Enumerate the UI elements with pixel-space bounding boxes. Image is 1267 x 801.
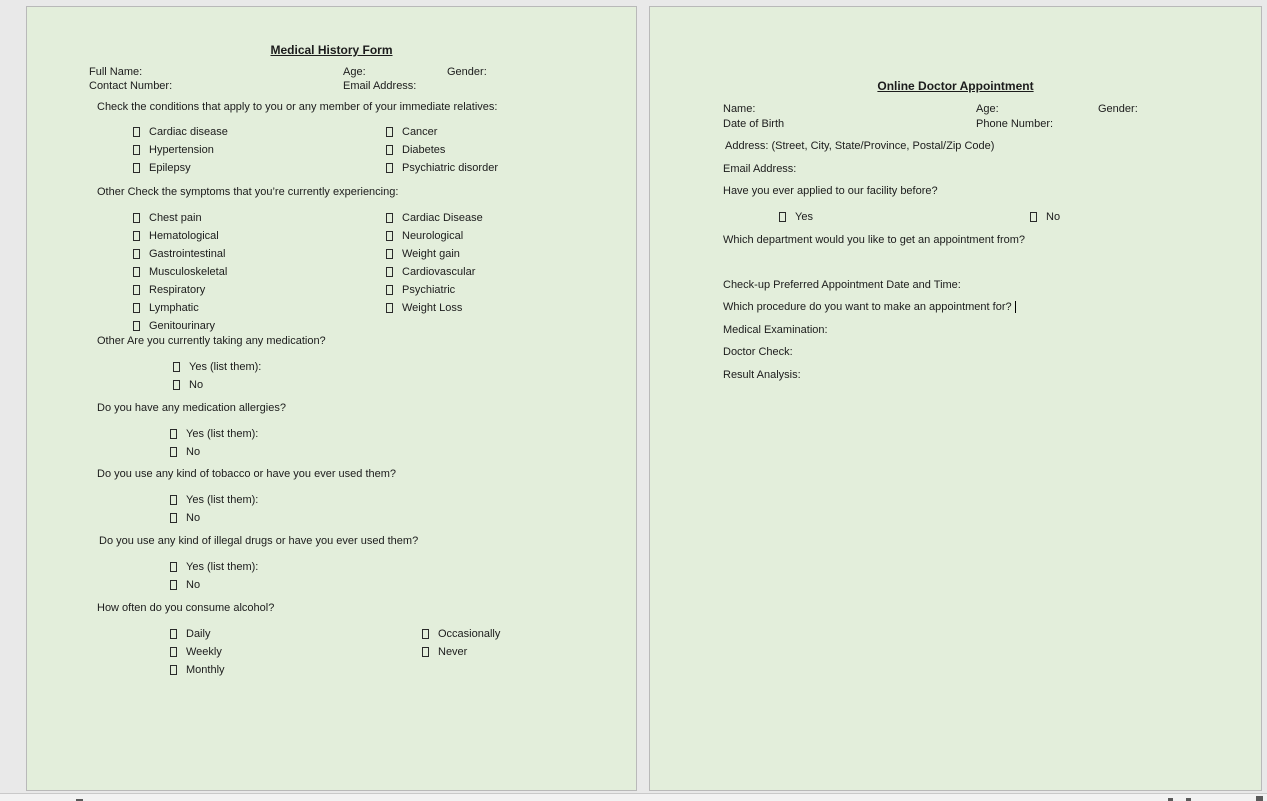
gender-label: Gender: bbox=[447, 66, 487, 78]
symptoms-prompt: Other Check the symptoms that you’re currently experiencing: bbox=[97, 186, 399, 198]
checkbox-icon[interactable] bbox=[170, 447, 177, 457]
age-label: Age: bbox=[976, 103, 999, 115]
checkbox-icon[interactable] bbox=[173, 362, 180, 372]
checkbox-label: Weekly bbox=[186, 646, 222, 658]
checkbox-label: Chest pain bbox=[149, 212, 202, 224]
checkbox-label: Yes (list them): bbox=[186, 561, 259, 573]
symptom-option[interactable] bbox=[386, 283, 455, 297]
checkbox-icon[interactable] bbox=[170, 429, 177, 439]
symptom-option[interactable] bbox=[133, 247, 225, 261]
checkbox-label: No bbox=[186, 579, 201, 591]
conditions-prompt: Check the conditions that apply to you or any member of your immediate relatives: bbox=[97, 101, 498, 113]
alcohol-option[interactable] bbox=[170, 627, 210, 641]
alcohol-option[interactable] bbox=[170, 645, 222, 659]
doctor-check-label: Doctor Check: bbox=[723, 346, 793, 358]
symptom-option[interactable] bbox=[386, 247, 460, 261]
checkbox-label: Yes (list them): bbox=[186, 428, 259, 440]
symptom-option[interactable] bbox=[386, 301, 462, 315]
checkbox-icon[interactable] bbox=[170, 562, 177, 572]
tobacco-yes-option[interactable] bbox=[170, 493, 258, 507]
contact-number-label: Contact Number: bbox=[89, 80, 173, 92]
checkbox-icon[interactable] bbox=[133, 303, 140, 313]
checkbox-icon[interactable] bbox=[133, 285, 140, 295]
checkbox-icon[interactable] bbox=[386, 285, 393, 295]
clipped-glyph bbox=[1256, 796, 1263, 801]
allergies-question: Do you have any medication allergies? bbox=[97, 402, 286, 414]
condition-option[interactable] bbox=[133, 143, 214, 157]
tobacco-question: Do you use any kind of tobacco or have you ever used them? bbox=[97, 468, 397, 480]
checkbox-label: Respiratory bbox=[149, 284, 206, 296]
full-name-label: Full Name: bbox=[89, 66, 143, 78]
checkbox-label: Daily bbox=[186, 628, 211, 640]
alcohol-option[interactable] bbox=[170, 663, 225, 677]
checkbox-icon[interactable] bbox=[386, 127, 393, 137]
checkbox-icon[interactable] bbox=[133, 231, 140, 241]
checkbox-icon[interactable] bbox=[133, 321, 140, 331]
checkbox-label: Neurological bbox=[402, 230, 464, 242]
checkbox-label: Hypertension bbox=[149, 144, 214, 156]
checkbox-icon[interactable] bbox=[133, 213, 140, 223]
allergies-yes-option[interactable] bbox=[170, 427, 258, 441]
page-title: Online Doctor Appointment bbox=[877, 79, 1034, 93]
checkbox-label: No bbox=[189, 379, 204, 391]
date-of-birth-label: Date of Birth bbox=[723, 118, 785, 130]
checkbox-icon[interactable] bbox=[133, 163, 140, 173]
checkbox-icon[interactable] bbox=[170, 495, 177, 505]
checkbox-label: No bbox=[186, 512, 201, 524]
checkbox-icon[interactable] bbox=[170, 580, 177, 590]
email-address-label: Email Address: bbox=[343, 80, 417, 92]
address-label: Address: (Street, City, State/Province, Postal/Zip Code) bbox=[725, 140, 995, 152]
checkbox-icon[interactable] bbox=[422, 629, 429, 639]
checkbox-label: Yes bbox=[795, 211, 813, 223]
checkbox-icon[interactable] bbox=[133, 127, 140, 137]
checkbox-label: Hematological bbox=[149, 230, 219, 242]
medication-question: Other Are you currently taking any medication? bbox=[97, 335, 326, 347]
applied-yes-option[interactable] bbox=[779, 210, 813, 224]
checkbox-icon[interactable] bbox=[422, 647, 429, 657]
allergies-no-option[interactable] bbox=[170, 445, 200, 459]
procedure-question bbox=[723, 300, 1016, 314]
drugs-yes-option[interactable] bbox=[170, 560, 258, 574]
checkbox-label: Cancer bbox=[402, 126, 438, 138]
checkbox-label: Cardiac disease bbox=[149, 126, 228, 138]
checkbox-label: Lymphatic bbox=[149, 302, 199, 314]
checkbox-icon[interactable] bbox=[1030, 212, 1037, 222]
department-question: Which department would you like to get an appointment from? bbox=[723, 234, 1026, 246]
checkbox-label: Cardiovascular bbox=[402, 266, 476, 278]
checkbox-label: Yes (list them): bbox=[189, 361, 262, 373]
tobacco-no-option[interactable] bbox=[170, 511, 200, 525]
checkbox-label: Monthly bbox=[186, 664, 225, 676]
checkbox-icon[interactable] bbox=[386, 231, 393, 241]
checkbox-icon[interactable] bbox=[386, 249, 393, 259]
symptom-option[interactable] bbox=[386, 265, 475, 279]
checkbox-label: Epilepsy bbox=[149, 162, 191, 174]
name-label: Name: bbox=[723, 103, 756, 115]
symptom-option[interactable] bbox=[133, 319, 215, 333]
checkbox-icon[interactable] bbox=[170, 629, 177, 639]
age-label: Age: bbox=[343, 66, 366, 78]
applied-no-option[interactable] bbox=[1030, 210, 1060, 224]
symptom-option[interactable] bbox=[133, 265, 227, 279]
medication-no-option[interactable] bbox=[173, 378, 203, 392]
checkbox-icon[interactable] bbox=[133, 267, 140, 277]
symptom-option[interactable] bbox=[133, 211, 202, 225]
symptom-option[interactable] bbox=[386, 211, 483, 225]
checkbox-label: Psychiatric bbox=[402, 284, 456, 296]
checkbox-label: Weight Loss bbox=[402, 302, 463, 314]
checkbox-label: Cardiac Disease bbox=[402, 212, 483, 224]
condition-option[interactable] bbox=[386, 161, 498, 175]
medical-examination-label: Medical Examination: bbox=[723, 324, 828, 336]
checkbox-icon[interactable] bbox=[386, 213, 393, 223]
checkbox-icon[interactable] bbox=[170, 647, 177, 657]
checkbox-icon[interactable] bbox=[386, 303, 393, 313]
gender-label: Gender: bbox=[1098, 103, 1138, 115]
checkbox-icon[interactable] bbox=[133, 249, 140, 259]
checkbox-label: No bbox=[1046, 211, 1061, 223]
symptom-option[interactable] bbox=[386, 229, 463, 243]
alcohol-option[interactable] bbox=[422, 645, 467, 659]
checkbox-icon[interactable] bbox=[386, 163, 393, 173]
appointment-page[interactable] bbox=[649, 6, 1262, 791]
checkup-datetime-label: Check-up Preferred Appointment Date and Time: bbox=[723, 279, 961, 291]
checkbox-label: No bbox=[186, 446, 201, 458]
condition-option[interactable] bbox=[133, 161, 191, 175]
condition-option[interactable] bbox=[386, 125, 437, 139]
symptom-option[interactable] bbox=[133, 229, 219, 243]
checkbox-icon[interactable] bbox=[170, 513, 177, 523]
symptom-option[interactable] bbox=[133, 301, 199, 315]
email-label: Email Address: bbox=[723, 163, 797, 175]
drugs-no-option[interactable] bbox=[170, 578, 200, 592]
checkbox-icon[interactable] bbox=[779, 212, 786, 222]
checkbox-label: Genitourinary bbox=[149, 320, 216, 332]
checkbox-icon[interactable] bbox=[170, 665, 177, 675]
phone-number-label: Phone Number: bbox=[976, 118, 1054, 130]
checkbox-icon[interactable] bbox=[173, 380, 180, 390]
checkbox-label: Weight gain bbox=[402, 248, 460, 260]
alcohol-option[interactable] bbox=[422, 627, 500, 641]
checkbox-label: Never bbox=[438, 646, 468, 658]
checkbox-icon[interactable] bbox=[386, 267, 393, 277]
result-analysis-label: Result Analysis: bbox=[723, 369, 801, 381]
checkbox-icon[interactable] bbox=[386, 145, 393, 155]
bottom-strip bbox=[0, 793, 1267, 801]
drugs-question: Do you use any kind of illegal drugs or have you ever used them? bbox=[99, 535, 419, 547]
checkbox-label: Yes (list them): bbox=[186, 494, 259, 506]
alcohol-question: How often do you consume alcohol? bbox=[97, 602, 275, 614]
checkbox-label: Gastrointestinal bbox=[149, 248, 226, 260]
checkbox-label: Occasionally bbox=[438, 628, 501, 640]
applied-before-question: Have you ever applied to our facility before? bbox=[723, 185, 938, 197]
condition-option[interactable] bbox=[133, 125, 228, 139]
checkbox-label: Psychiatric disorder bbox=[402, 162, 498, 174]
medication-yes-option[interactable] bbox=[173, 360, 261, 374]
procedure-question-text: Which procedure do you want to make an appointment for? bbox=[723, 301, 1012, 313]
medical-history-page[interactable] bbox=[26, 6, 637, 791]
checkbox-icon[interactable] bbox=[133, 145, 140, 155]
page-title: Medical History Form bbox=[270, 43, 393, 57]
condition-option[interactable] bbox=[386, 143, 445, 157]
symptom-option[interactable] bbox=[133, 283, 205, 297]
checkbox-label: Diabetes bbox=[402, 144, 446, 156]
text-cursor bbox=[1015, 301, 1016, 313]
checkbox-label: Musculoskeletal bbox=[149, 266, 228, 278]
